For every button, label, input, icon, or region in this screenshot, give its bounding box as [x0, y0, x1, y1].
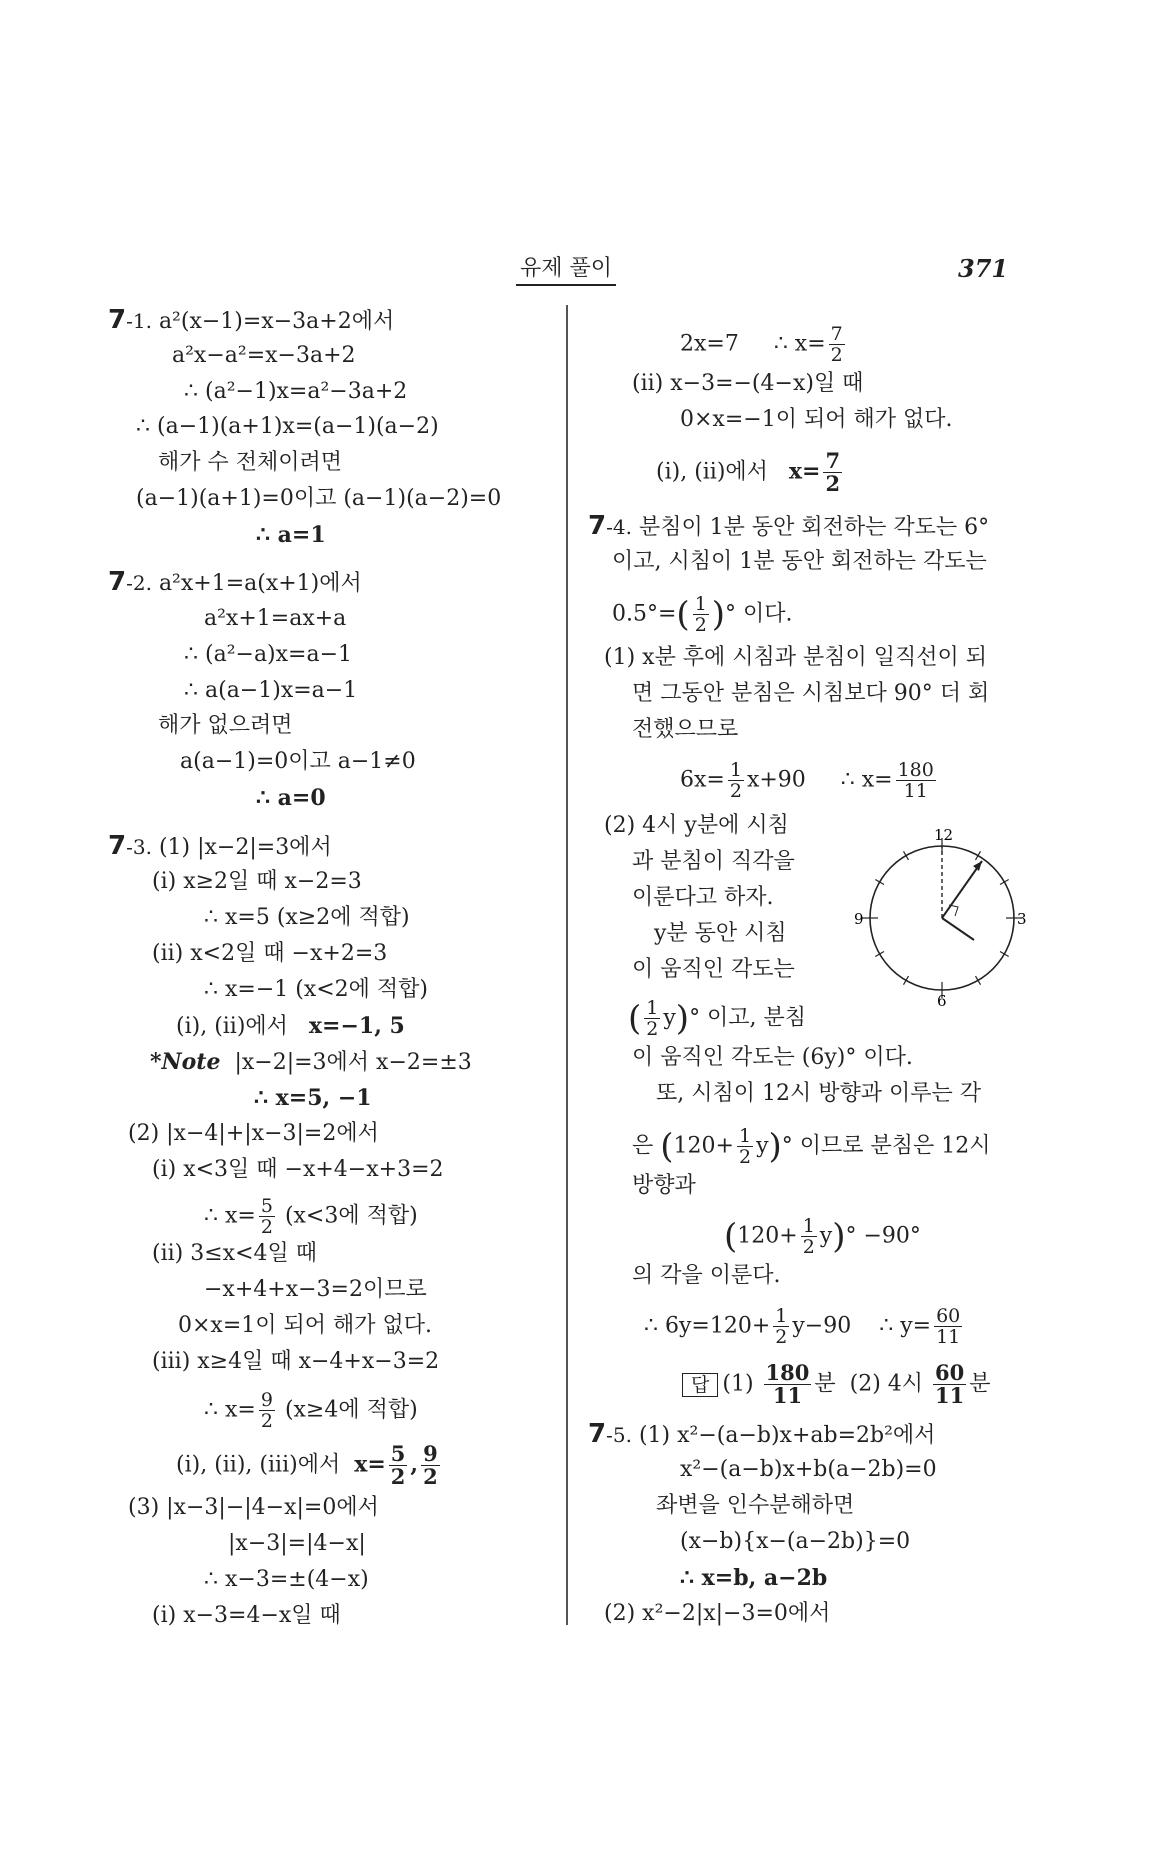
line: −x+4+x−3=2이므로 — [204, 1277, 427, 1302]
page-number: 371 — [958, 254, 1009, 283]
minute-hand — [942, 861, 982, 918]
line: (ii) 3≤x<4일 때 — [152, 1241, 317, 1266]
line: (i) x<3일 때 −x+4−x+3=2 — [152, 1157, 444, 1182]
line: ∴ x= $\frac{9}{2}$ (x≥4에 적합) — [204, 1389, 418, 1432]
line: 0×x=−1이 되어 해가 없다. — [680, 407, 953, 432]
line: ∴ 6y=120+ $\frac{1}{2}$ y−90 ∴ y= $\frac{60}{11}$ — [644, 1305, 961, 1348]
line: 이룬다고 하자. — [632, 885, 774, 910]
line: 과 분침이 직각을 — [632, 849, 795, 874]
line: (a−1)(a+1)=0이고 (a−1)(a−2)=0 — [136, 486, 502, 511]
line: (ii) x<2일 때 −x+2=3 — [152, 941, 388, 966]
answer-line: ∴ x=5, −1 — [254, 1085, 372, 1111]
answer-box: 답 — [682, 1373, 718, 1397]
problem-7-2: 7-2. a²x+1=a(x+1)에서 — [108, 567, 362, 597]
line: 6x= $\frac{1}{2}$ x+90 ∴ x= $\frac{180}{11}$ — [680, 759, 934, 802]
line: 이 움직인 각도는 (6y)° 이다. — [632, 1045, 913, 1070]
line: 의 각을 이룬다. — [632, 1263, 781, 1288]
line: (3) |x−3|−|4−x|=0에서 — [128, 1495, 379, 1520]
answer-line: ∴ x=b, a−2b — [680, 1565, 828, 1591]
line: a²x−a²=x−3a+2 — [172, 343, 356, 368]
note-line: *Note |x−2|=3에서 x−2=±3 — [150, 1049, 472, 1075]
clock-tick — [976, 851, 981, 860]
line: (2) 4시 y분에 시침 — [604, 813, 789, 838]
clock-diagram — [852, 828, 1032, 1008]
line: 면 그동안 분침은 시침보다 90° 더 회 — [632, 681, 990, 706]
line: 이고, 시침이 1분 동안 회전하는 각도는 — [612, 549, 987, 574]
line: ∴ (a²−1)x=a²−3a+2 — [184, 379, 408, 404]
line: ∴ (a−1)(a+1)x=(a−1)(a−2) — [136, 414, 439, 439]
line: ∴ (a²−a)x=a−1 — [184, 642, 353, 667]
line: ∴ x= $\frac{5}{2}$ (x<3에 적합) — [204, 1195, 418, 1238]
line: 2x=7 ∴ x= $\frac{7}{2}$ — [680, 323, 843, 366]
line: 이 움직인 각도는 — [632, 957, 795, 982]
line: ∴ x−3=±(4−x) — [204, 1567, 369, 1592]
line: (ii) x−3=−(4−x)일 때 — [632, 371, 864, 396]
line: ∴ x=−1 (x<2에 적합) — [204, 977, 429, 1002]
line: (2) |x−4|+|x−3|=2에서 — [128, 1121, 379, 1146]
page-title: 유제 풀이 — [516, 256, 616, 286]
line: |x−3|=|4−x| — [228, 1531, 366, 1556]
line: (1) x분 후에 시침과 분침이 일직선이 되 — [604, 645, 988, 670]
line: (i), (ii)에서 x=−1, 5 — [176, 1013, 405, 1039]
problem-7-4: 7-4. 분침이 1분 동안 회전하는 각도는 6° — [588, 511, 990, 541]
clock-label-3: 3 — [1017, 910, 1027, 928]
line: (iii) x≥4일 때 x−4+x−3=2 — [152, 1349, 440, 1374]
line: (i) x≥2일 때 x−2=3 — [152, 869, 362, 894]
clock-label-9: 9 — [854, 910, 864, 928]
line: 은 (120+ $\frac{1}{2}$ y)° 이므로 분침은 12시 — [632, 1125, 991, 1168]
problem-7-1: 7-1. a²(x−1)=x−3a+2에서 — [108, 305, 395, 335]
line: 좌변을 인수분해하면 — [656, 1493, 855, 1518]
clock-label-12: 12 — [934, 828, 954, 844]
clock-label-6: 6 — [937, 992, 947, 1008]
line: ∴ a(a−1)x=a−1 — [184, 678, 358, 703]
line: x²−(a−b)x+b(a−2b)=0 — [680, 1457, 937, 1482]
problem-7-5: 7-5. (1) x²−(a−b)x+ab=2b²에서 — [588, 1419, 936, 1449]
line: (2) x²−2|x|−3=0에서 — [604, 1601, 831, 1626]
answer-line: ∴ a=1 — [256, 522, 326, 548]
line: ∴ x=5 (x≥2에 적합) — [204, 905, 410, 930]
line: 해가 없으려면 — [158, 713, 293, 738]
line: 전했으므로 — [632, 717, 739, 742]
clock-tick — [875, 880, 884, 885]
line: a(a−1)=0이고 a−1≠0 — [180, 749, 416, 774]
hour-hand — [942, 918, 974, 940]
line: (120+ $\frac{1}{2}$ y)° −90° — [724, 1215, 921, 1258]
clock-tick — [1000, 880, 1009, 885]
line: (i) x−3=4−x일 때 — [152, 1603, 341, 1628]
answer-line: ∴ a=0 — [256, 785, 326, 811]
line: 0×x=1이 되어 해가 없다. — [178, 1313, 433, 1338]
clock-tick — [1000, 952, 1009, 957]
clock-tick — [904, 851, 909, 860]
line: (i), (ii), (iii)에서 x= $\frac{5}{2}$ , $\frac{9}{2}$ — [176, 1441, 438, 1489]
line: 0.5°=( $\frac{1}{2}$ )° 이다. — [612, 593, 793, 636]
line: ( $\frac{1}{2}$ y)° 이고, 분침 — [628, 997, 807, 1040]
column-divider — [566, 305, 568, 1625]
clock-tick — [904, 976, 909, 985]
line: 방향과 — [632, 1173, 696, 1198]
line: y분 동안 시침 — [654, 921, 787, 946]
minute-hand-arrow — [973, 861, 982, 871]
line: 또, 시침이 12시 방향과 이루는 각 — [656, 1081, 981, 1106]
line: a²x+1=ax+a — [204, 606, 347, 631]
line: (x−b){x−(a−2b)}=0 — [680, 1529, 911, 1554]
clock-tick — [976, 976, 981, 985]
problem-7-3: 7-3. (1) |x−2|=3에서 — [108, 831, 332, 861]
line: 해가 수 전체이려면 — [158, 450, 343, 475]
answer-line: 답 (1) $\frac{180}{11}$ 분 (2) 4시 $\frac{60}{11}$ 분 — [682, 1362, 991, 1407]
clock-tick — [875, 952, 884, 957]
line: (i), (ii)에서 x= $\frac{7}{2}$ — [656, 448, 841, 496]
